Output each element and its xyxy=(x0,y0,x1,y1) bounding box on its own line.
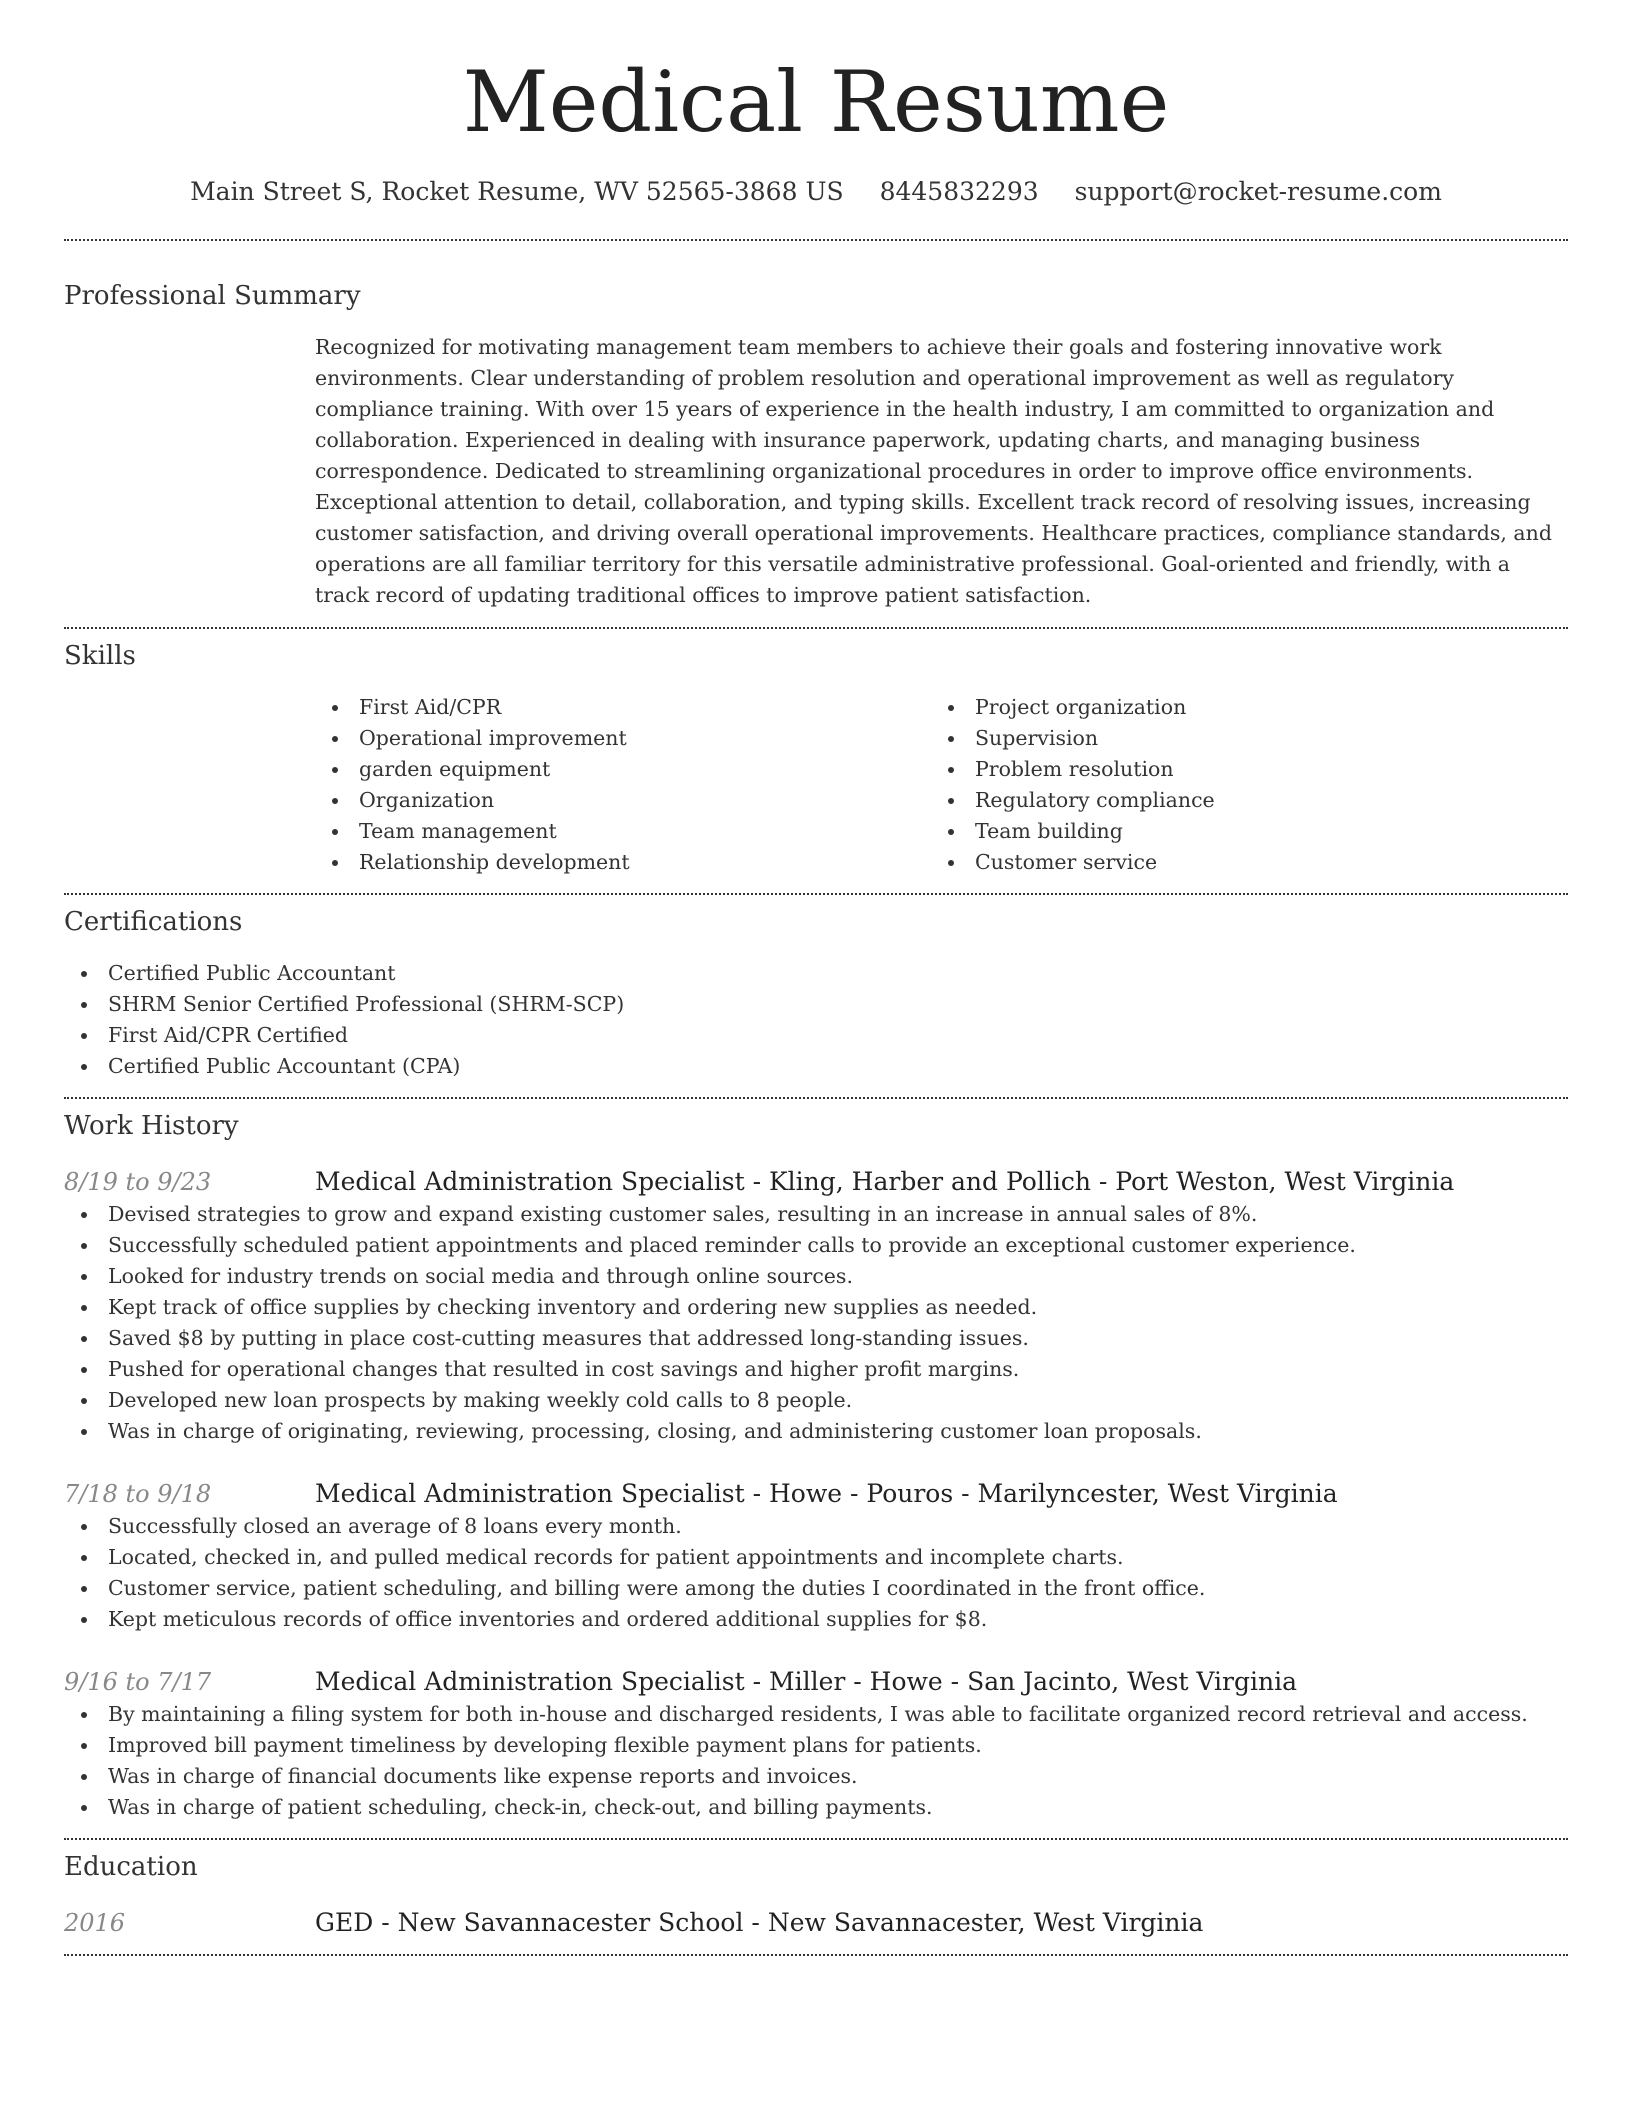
job-bullet: Located, checked in, and pulled medical records for patient appointments and incomplete charts. xyxy=(64,1542,1568,1573)
job-dates: 9/16 to 7/17 xyxy=(64,1668,212,1696)
work-history-section xyxy=(64,1109,1568,1823)
job-title: Medical Administration Specialist - Howe - Pouros - Marilyncester, West Virginia xyxy=(315,1479,1338,1508)
job-header xyxy=(64,1665,1568,1699)
job-bullet: Saved $8 by putting in place cost-cutting measures that addressed long-standing issues. xyxy=(64,1323,1568,1354)
skill-item: Team management xyxy=(315,816,931,847)
divider xyxy=(64,239,1568,241)
divider xyxy=(64,1838,1568,1840)
job-bullet: Devised strategies to grow and expand existing customer sales, resulting in an increase in annual sales of 8%. xyxy=(64,1199,1568,1230)
job-bullet: Successfully scheduled patient appointments and placed reminder calls to provide an exceptional customer experience. xyxy=(64,1230,1568,1261)
section-title-work-history: Work History xyxy=(64,1111,239,1141)
skill-item: Relationship development xyxy=(315,847,931,878)
section-title-certifications: Certifications xyxy=(64,907,243,937)
job-bullet: Kept meticulous records of office inventories and ordered additional supplies for $8. xyxy=(64,1604,1568,1635)
job-entry xyxy=(64,1477,1568,1635)
section-title-education: Education xyxy=(64,1852,198,1882)
job-bullet: Kept track of office supplies by checking inventory and ordering new supplies as needed. xyxy=(64,1292,1568,1323)
job-bullet: Improved bill payment timeliness by developing flexible payment plans for patients. xyxy=(64,1730,1568,1761)
job-bullet: Was in charge of originating, reviewing, processing, closing, and administering customer loan proposals. xyxy=(64,1416,1568,1447)
certification-item: SHRM Senior Certified Professional (SHRM-SCP) xyxy=(64,989,1568,1020)
job-bullet-list xyxy=(64,1511,1568,1635)
summary-section xyxy=(64,279,1568,611)
job-bullet: Was in charge of financial documents like expense reports and invoices. xyxy=(64,1761,1568,1792)
skill-item: Supervision xyxy=(931,723,1547,754)
job-bullet: Looked for industry trends on social media and through online sources. xyxy=(64,1261,1568,1292)
education-year: 2016 xyxy=(64,1909,126,1937)
divider xyxy=(64,1954,1568,1956)
certification-item: Certified Public Accountant (CPA) xyxy=(64,1051,1568,1082)
skill-item: Customer service xyxy=(931,847,1547,878)
skills-section xyxy=(64,639,1568,878)
divider xyxy=(64,893,1568,895)
certifications-list xyxy=(64,958,1568,1082)
education-entry xyxy=(64,1906,1568,1940)
skill-item: Problem resolution xyxy=(931,754,1547,785)
job-title: Medical Administration Specialist - Kling, Harber and Pollich - Port Weston, West Virginia xyxy=(315,1167,1455,1196)
skill-item: Organization xyxy=(315,785,931,816)
job-bullet: Pushed for operational changes that resulted in cost savings and higher profit margins. xyxy=(64,1354,1568,1385)
certification-item: Certified Public Accountant xyxy=(64,958,1568,989)
contact-email: support@rocket-resume.com xyxy=(1074,177,1442,206)
job-header xyxy=(64,1165,1568,1199)
job-bullet: Customer service, patient scheduling, and billing were among the duties I coordinated in the front office. xyxy=(64,1573,1568,1604)
job-bullet-list xyxy=(64,1199,1568,1447)
job-entry xyxy=(64,1665,1568,1823)
skill-item: First Aid/CPR xyxy=(315,692,931,723)
skills-list-right xyxy=(931,692,1547,878)
job-bullet: By maintaining a filing system for both in-house and discharged residents, I was able to facilitate organized record retrieval and access. xyxy=(64,1699,1568,1730)
skills-list-left xyxy=(315,692,931,878)
job-dates: 7/18 to 9/18 xyxy=(64,1480,212,1508)
divider xyxy=(64,1097,1568,1099)
skills-columns xyxy=(315,692,1568,878)
skill-item: Team building xyxy=(931,816,1547,847)
contact-address: Main Street S, Rocket Resume, WV 52565-3868 US xyxy=(190,177,844,206)
certifications-section xyxy=(64,905,1568,1082)
skill-item: Project organization xyxy=(931,692,1547,723)
job-bullet: Developed new loan prospects by making weekly cold calls to 8 people. xyxy=(64,1385,1568,1416)
job-entry xyxy=(64,1165,1568,1447)
section-title-skills: Skills xyxy=(64,641,136,671)
job-header xyxy=(64,1477,1568,1511)
job-bullet: Was in charge of patient scheduling, check-in, check-out, and billing payments. xyxy=(64,1792,1568,1823)
summary-text: Recognized for motivating management team members to achieve their goals and fostering innovative work environments. Clear understanding of problem resolution and operational improvement as well as regulatory compliance training. With over 15 years of experience in the health industry, I am committed to organization and collaboration. Experienced in dealing with insurance paperwork, updating charts, and managing business correspondence. Dedicated to streamlining organizational procedures in order to improve office environments. Exceptional attention to detail, collaboration, and typing skills. Excellent track record of resolving issues, increasing customer satisfaction, and driving overall operational improvements. Healthcare practices, compliance standards, and operations are all familiar territory for this versatile administrative professional. Goal-oriented and friendly, with a track record of updating traditional offices to improve patient satisfaction. xyxy=(315,335,1552,607)
section-title-summary: Professional Summary xyxy=(64,281,361,311)
contact-line xyxy=(64,176,1568,208)
job-bullet: Successfully closed an average of 8 loans every month. xyxy=(64,1511,1568,1542)
certification-item: First Aid/CPR Certified xyxy=(64,1020,1568,1051)
education-section xyxy=(64,1850,1568,1940)
skill-item: Regulatory compliance xyxy=(931,785,1547,816)
job-title: Medical Administration Specialist - Miller - Howe - San Jacinto, West Virginia xyxy=(315,1667,1297,1696)
skill-item: garden equipment xyxy=(315,754,931,785)
education-detail: GED - New Savannacester School - New Savannacester, West Virginia xyxy=(315,1908,1204,1937)
job-bullet-list xyxy=(64,1699,1568,1823)
skill-item: Operational improvement xyxy=(315,723,931,754)
contact-phone: 8445832293 xyxy=(879,177,1039,206)
job-dates: 8/19 to 9/23 xyxy=(64,1168,212,1196)
resume-name: Medical Resume xyxy=(462,53,1170,151)
divider xyxy=(64,627,1568,629)
